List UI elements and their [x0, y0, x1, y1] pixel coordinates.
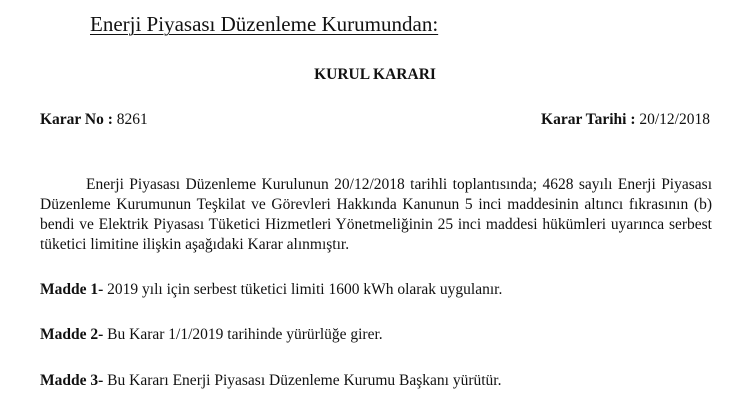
decision-number: [40, 111, 148, 129]
article-3-text: Bu Kararı Enerji Piyasası Düzenleme Kurumu Başkanı yürütür.: [107, 372, 502, 389]
article-1-label: Madde 1-: [40, 281, 104, 298]
decision-date-value: 20/12/2018: [639, 111, 710, 128]
article-1: [40, 281, 502, 299]
decision-date: [541, 111, 710, 129]
article-2-label: Madde 2-: [40, 326, 104, 343]
article-1-text: 2019 yılı için serbest tüketici limiti 1600 kWh olarak uygulanır.: [107, 281, 503, 298]
article-2: [40, 326, 383, 344]
decision-date-label: Karar Tarihi :: [541, 111, 636, 128]
decision-meta-row: [40, 111, 710, 129]
decision-number-label: Karar No :: [40, 111, 113, 128]
decision-number-value: 8261: [116, 111, 148, 128]
document-title: KURUL KARARI: [314, 66, 436, 83]
article-2-text: Bu Karar 1/1/2019 tarihinde yürürlüğe girer.: [107, 326, 383, 343]
article-3-label: Madde 3-: [40, 372, 104, 389]
decision-body-paragraph: Enerji Piyasası Düzenleme Kurulunun 20/12/2018 tarihli toplantısında; 4628 sayılı Enerji Piyasası Düzenleme Kurumunun Teşkilat ve Görevleri Hakkında Kanunun 5 inci maddesinin altıncı fıkrasının (b) bendi ve Elektrik Piyasası Tüketici Hizmetleri Yönetmeliğinin 25 inci maddesi hükümleri uyarınca serbest tüketici limitine ilişkin aşağıdaki Karar alınmıştır.: [40, 176, 712, 253]
issuer-header: Enerji Piyasası Düzenleme Kurumundan:: [90, 12, 439, 36]
article-3: [40, 372, 501, 390]
